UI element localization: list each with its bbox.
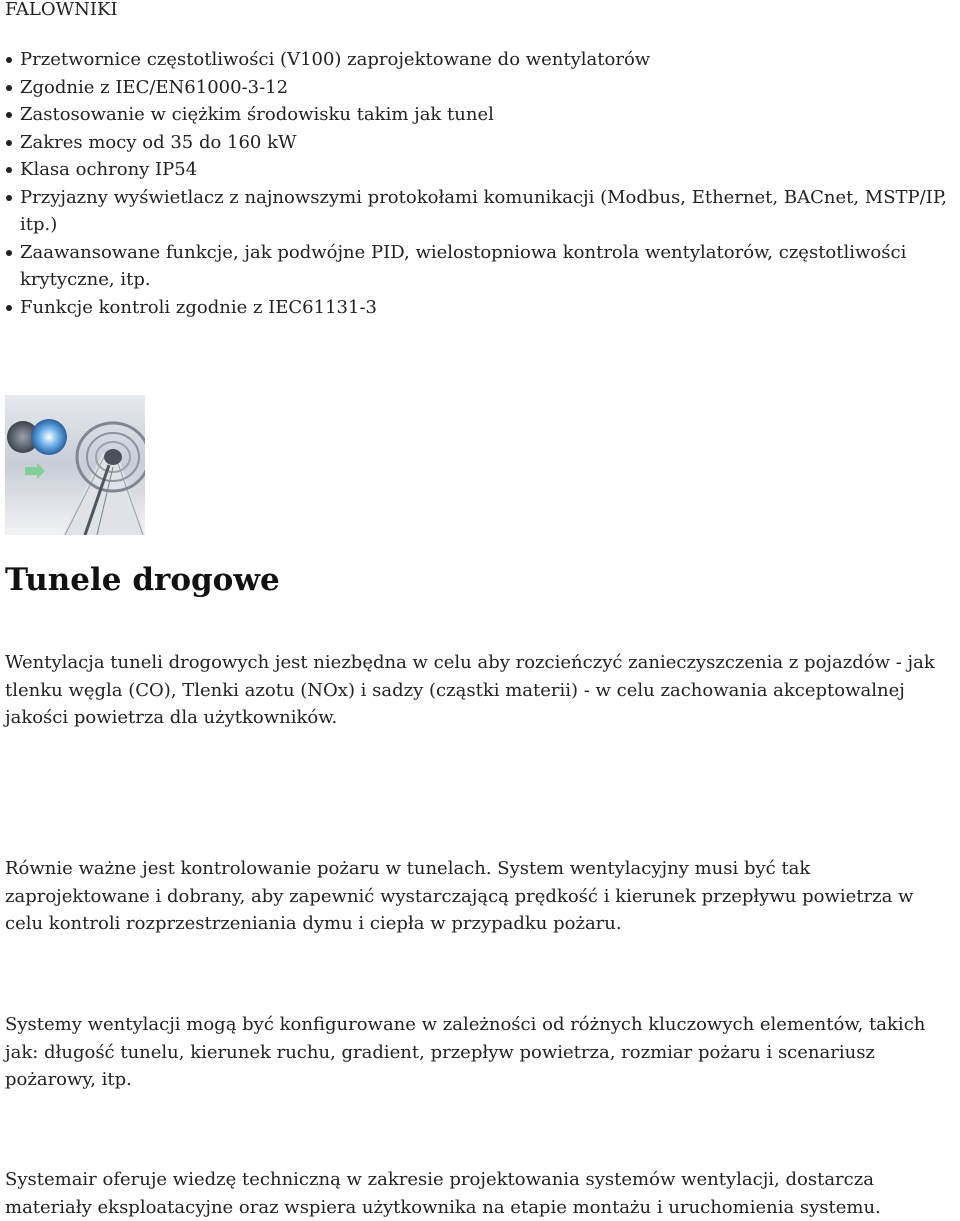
feature-list [0, 46, 960, 321]
list-item: Przyjazny wyświetlacz z najnowszymi protokołami komunikacji (Modbus, Ethernet, BACnet, MSTP/IP, itp.) [0, 184, 960, 239]
section-heading: FALOWNIKI [5, 0, 118, 20]
paragraph: Systemy wentylacji mogą być konfigurowane w zależności od różnych kluczowych elementów, takich jak: długość tunelu, kierunek ruchu, gradient, przepływ powietrza, rozmiar pożaru i scenariusz pożarowy, itp. [5, 1014, 926, 1090]
paragraph: Systemair oferuje wiedzę techniczną w zakresie projektowania systemów wentylacji, dostarcza materiały eksploatacyjne oraz wspiera użytkownika na etapie montażu i uruchomienia systemu. [5, 1169, 881, 1218]
paragraph: Równie ważne jest kontrolowanie pożaru w tunelach. System wentylacyjny musi być tak zaprojektowane i dobrany, aby zapewnić wystarczającą prędkość i kierunek przepływu powietrza w celu kontroli rozprzestrzeniania dymu i ciepła w przypadku pożaru. [5, 858, 914, 934]
list-item: Przetwornice częstotliwości (V100) zaprojektowane do wentylatorów [0, 46, 960, 74]
paragraph: Wentylacja tuneli drogowych jest niezbędna w celu aby rozcieńczyć zanieczyszczenia z pojazdów - jak tlenku węgla (CO), Tlenki azotu (NOx) i sadzy (cząstki materii) - w celu zachowania akceptowalnej jakości powietrza dla użytkowników. [5, 652, 935, 728]
page-title: Tunele drogowe [5, 562, 280, 598]
list-item: Klasa ochrony IP54 [0, 156, 960, 184]
tunnel-illustration [5, 395, 145, 535]
tunnel-image [5, 395, 145, 535]
list-item: Funkcje kontroli zgodnie z IEC61131-3 [0, 294, 960, 322]
list-item: Zgodnie z IEC/EN61000-3-12 [0, 74, 960, 102]
list-item: Zastosowanie w ciężkim środowisku takim jak tunel [0, 101, 960, 129]
list-item: Zakres mocy od 35 do 160 kW [0, 129, 960, 157]
list-item: Zaawansowane funkcje, jak podwójne PID, wielostopniowa kontrola wentylatorów, częstotliwości krytyczne, itp. [0, 239, 960, 294]
